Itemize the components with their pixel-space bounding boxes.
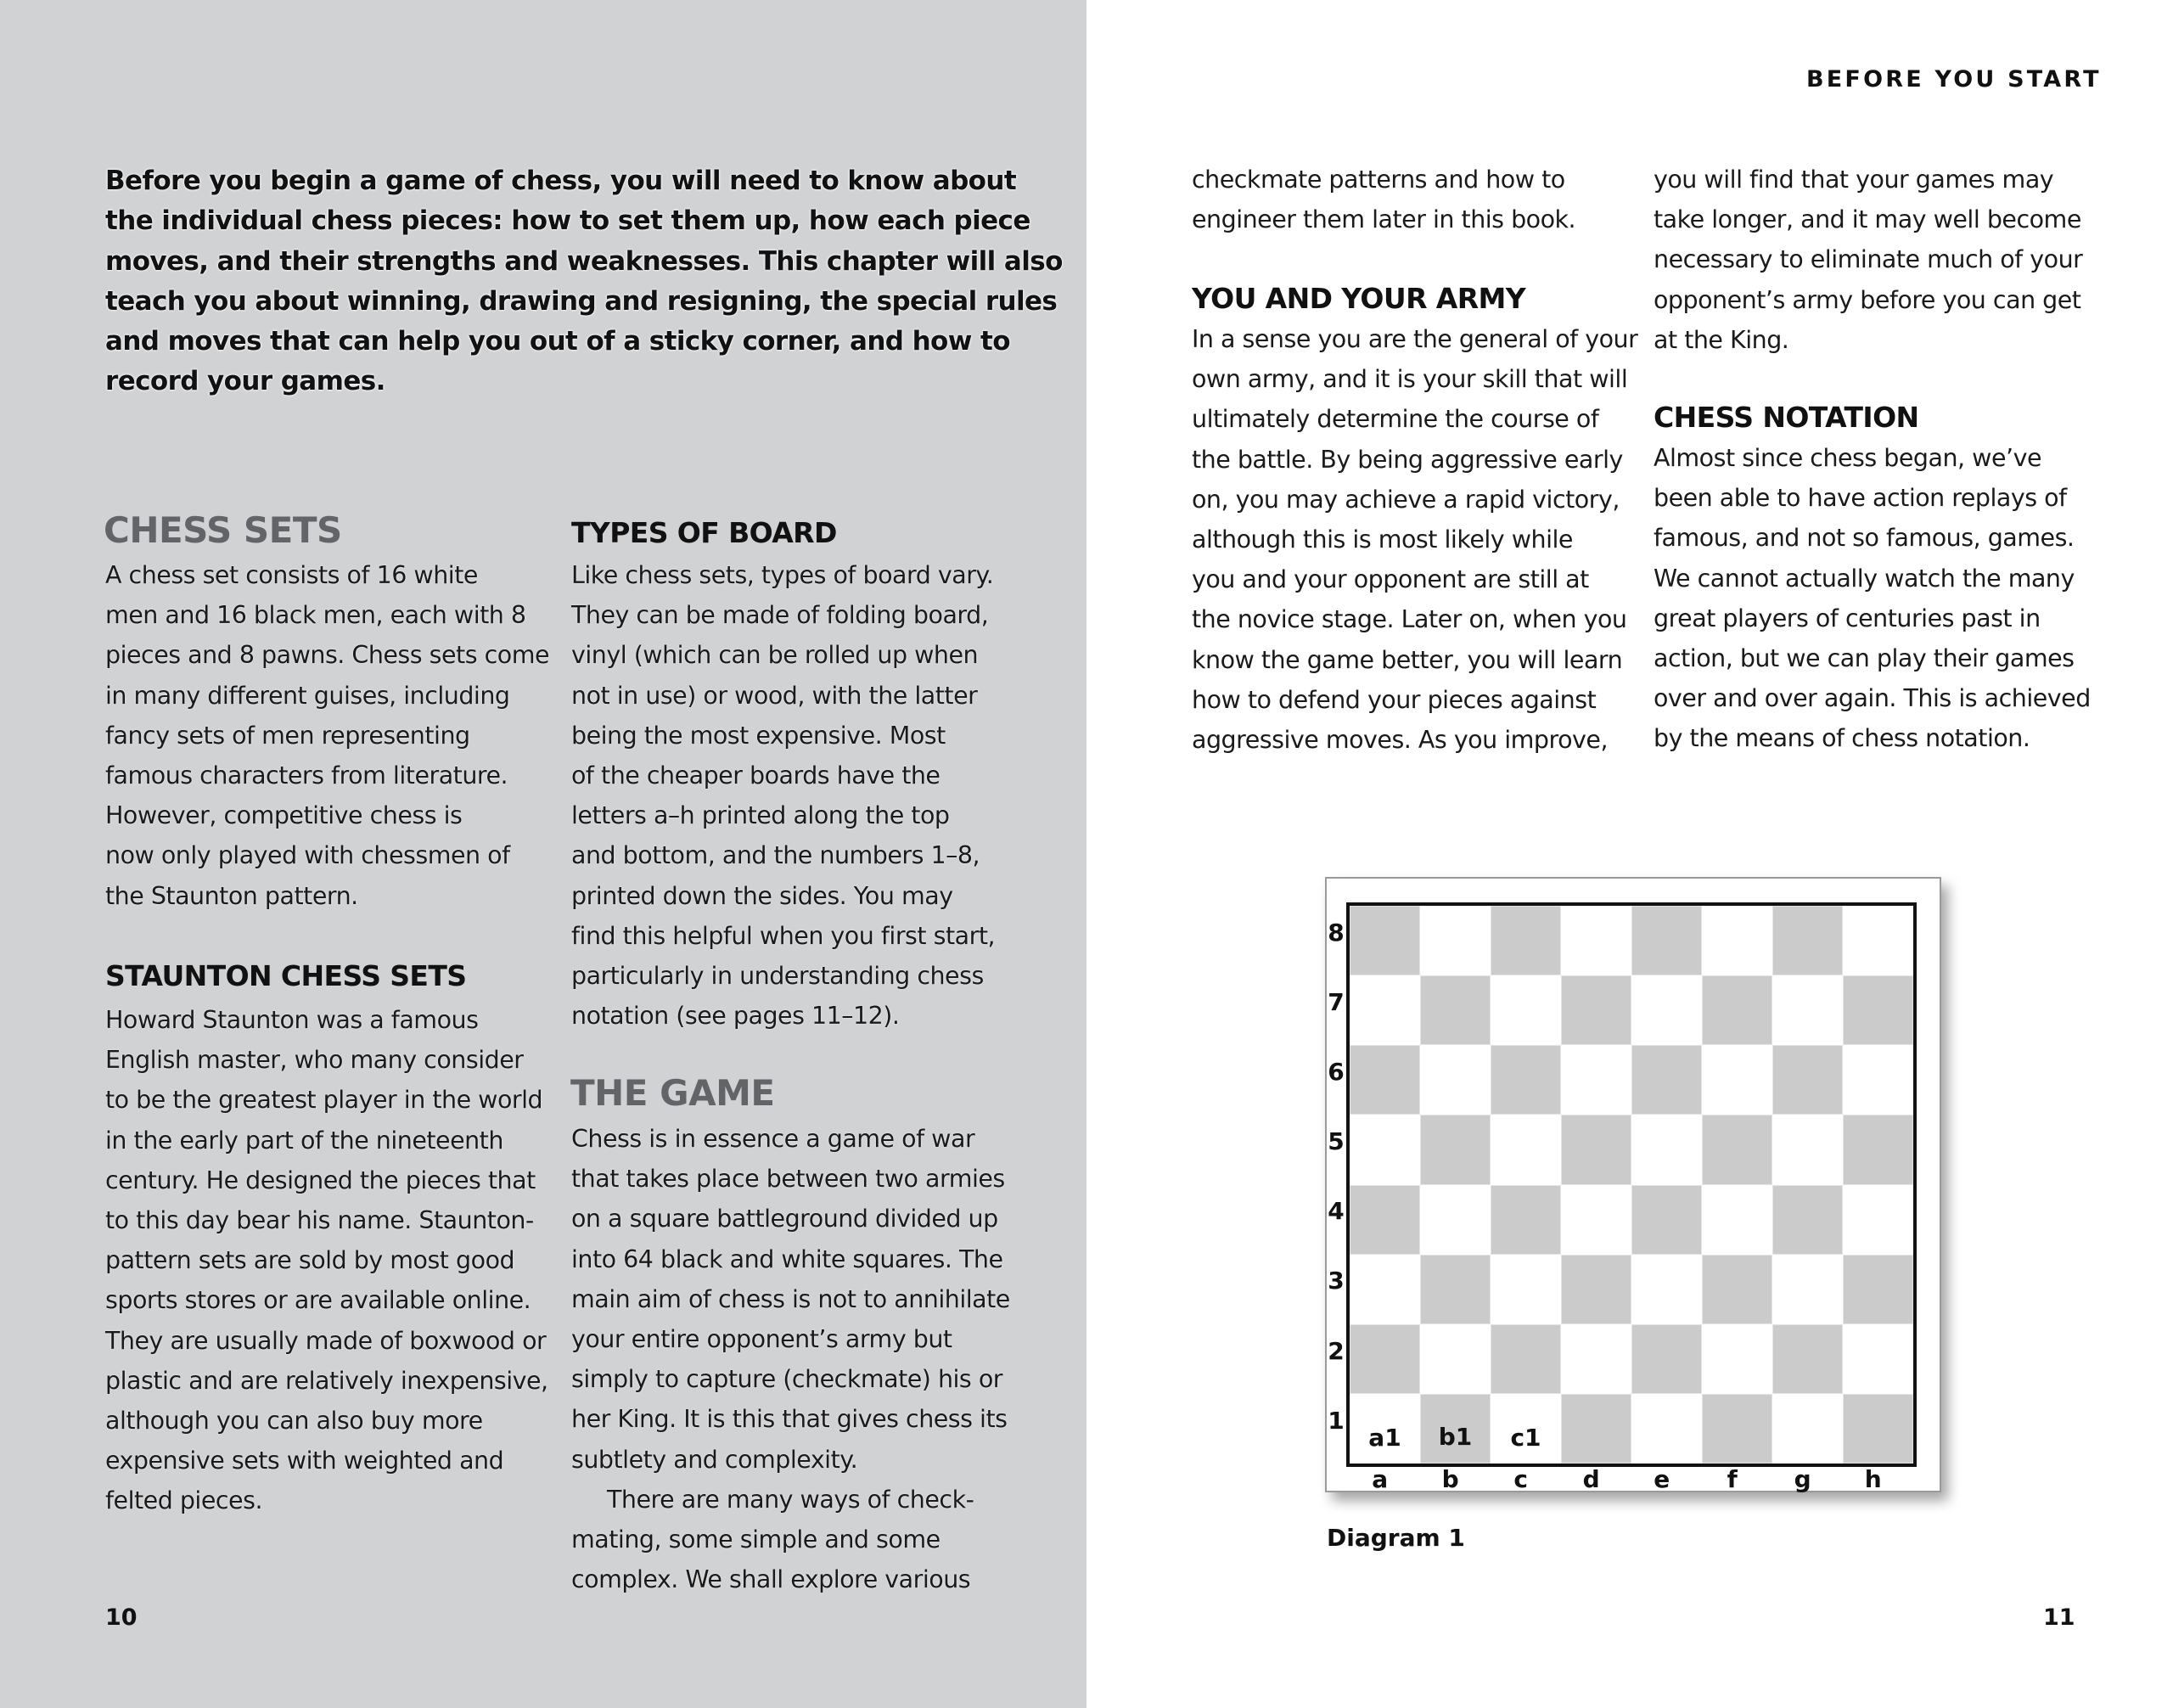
text-line: in many different guises, including (105, 681, 510, 710)
square-e3 (1631, 1255, 1702, 1324)
text-line: at the King. (1654, 325, 1789, 354)
heading-the-game: THE GAME (570, 1072, 775, 1114)
chapter-intro (105, 161, 1063, 402)
square-c6 (1491, 1045, 1561, 1115)
square-f2 (1702, 1324, 1772, 1394)
square-d1 (1561, 1394, 1631, 1464)
rank-label-7: 7 (1328, 987, 1345, 1016)
text-line: by the means of chess notation. (1654, 724, 2030, 753)
the-game-body-paragraph-2 (571, 1480, 974, 1600)
text-line: pieces and 8 pawns. Chess sets come (105, 641, 550, 670)
text-line: subtlety and complexity. (571, 1445, 858, 1474)
square-f7 (1702, 975, 1772, 1045)
text-line: printed down the sides. You may (571, 881, 953, 910)
chessboard (1346, 902, 1917, 1467)
square-c8 (1491, 906, 1561, 975)
text-line: opponent’s army before you can get (1654, 285, 2081, 314)
square-g5 (1772, 1115, 1843, 1184)
text-line: English master, who many consider (105, 1046, 524, 1075)
text-line: sports stores or are available online. (105, 1286, 531, 1315)
text-line: famous characters from literature. (105, 761, 508, 790)
diagram-caption: Diagram 1 (1327, 1524, 1465, 1552)
square-a5 (1350, 1115, 1420, 1184)
text-line: pattern sets are sold by most good (105, 1246, 515, 1275)
square-a1 (1350, 1394, 1420, 1464)
rank-label-4: 4 (1328, 1197, 1345, 1226)
file-label-g: g (1794, 1465, 1811, 1493)
text-line: aggressive moves. As you improve, (1192, 726, 1609, 755)
square-c7 (1491, 975, 1561, 1045)
text-line: men and 16 black men, each with 8 (105, 601, 526, 630)
text-line: Howard Staunton was a famous (105, 1006, 479, 1034)
square-g3 (1772, 1255, 1843, 1324)
text-line: simply to capture (checkmate) his or (571, 1365, 1002, 1394)
text-line: In a sense you are the general of your (1192, 325, 1638, 353)
page-number-right: 11 (2043, 1604, 2075, 1631)
square-e7 (1631, 975, 1702, 1045)
square-d8 (1561, 906, 1631, 975)
square-a3 (1350, 1255, 1420, 1324)
text-line: the battle. By being aggressive early (1192, 445, 1623, 474)
square-e8 (1631, 906, 1702, 975)
text-line: and moves that can help you out of a sticky corner, and how to (105, 326, 1010, 357)
rank-label-2: 2 (1328, 1336, 1345, 1365)
square-c5 (1491, 1115, 1561, 1184)
text-line: Like chess sets, types of board vary. (571, 561, 994, 589)
square-c3 (1491, 1255, 1561, 1324)
text-line: A chess set consists of 16 white (105, 561, 478, 589)
square-b4 (1420, 1185, 1491, 1255)
text-line: to this day bear his name. Staunton- (105, 1206, 534, 1235)
file-label-d: d (1582, 1465, 1600, 1493)
text-line: on a square battleground divided up (571, 1205, 998, 1233)
square-f3 (1702, 1255, 1772, 1324)
text-line: checkmate patterns and how to (1192, 166, 1565, 194)
text-line: notation (see pages 11–12). (571, 1002, 900, 1031)
square-g1 (1772, 1394, 1843, 1464)
heading-staunton-chess-sets: STAUNTON CHESS SETS (105, 959, 467, 992)
text-line: and bottom, and the numbers 1–8, (571, 841, 980, 870)
rank-label-3: 3 (1328, 1267, 1345, 1295)
text-line: main aim of chess is not to annihilate (571, 1284, 1010, 1313)
rank-label-6: 6 (1328, 1058, 1345, 1087)
text-line: ultimately determine the course of (1192, 405, 1599, 434)
square-a6 (1350, 1045, 1420, 1115)
text-line: although you can also buy more (105, 1407, 483, 1436)
square-a7 (1350, 975, 1420, 1045)
text-line: now only played with chessmen of (105, 841, 510, 870)
square-h2 (1843, 1324, 1913, 1394)
text-line: you and your opponent are still at (1192, 565, 1589, 594)
text-line: engineer them later in this book. (1192, 205, 1576, 234)
text-line: record your games. (105, 366, 385, 397)
square-e6 (1631, 1045, 1702, 1115)
square-f8 (1702, 906, 1772, 975)
text-line: to be the greatest player in the world (105, 1086, 543, 1115)
checkmate-patterns-continuation (1192, 160, 1575, 239)
square-g6 (1772, 1045, 1843, 1115)
text-line: the individual chess pieces: how to set them up, how each piece (105, 205, 1030, 237)
text-line: felted pieces. (105, 1486, 262, 1515)
square-f5 (1702, 1115, 1772, 1184)
square-h1 (1843, 1394, 1913, 1464)
text-line: in the early part of the nineteenth (105, 1126, 503, 1155)
square-label-a1: a1 (1368, 1424, 1401, 1452)
text-line: fancy sets of men representing (105, 721, 470, 750)
square-g8 (1772, 906, 1843, 975)
square-h7 (1843, 975, 1913, 1045)
square-label-c1: c1 (1510, 1424, 1541, 1452)
square-d6 (1561, 1045, 1631, 1115)
square-h3 (1843, 1255, 1913, 1324)
running-head: BEFORE YOU START (1806, 66, 2102, 93)
staunton-body (105, 1000, 548, 1521)
text-line: although this is most likely while (1192, 525, 1573, 554)
square-g2 (1772, 1324, 1843, 1394)
text-line: take longer, and it may well become (1654, 205, 2081, 234)
text-line: letters a–h printed along the top (571, 801, 950, 830)
square-d5 (1561, 1115, 1631, 1184)
square-a8 (1350, 906, 1420, 975)
square-b8 (1420, 906, 1491, 975)
file-label-e: e (1654, 1465, 1670, 1493)
square-b6 (1420, 1045, 1491, 1115)
text-line: that takes place between two armies (571, 1165, 1005, 1194)
text-line: They can be made of folding board, (571, 601, 989, 630)
file-label-f: f (1727, 1465, 1738, 1493)
text-line: being the most expensive. Most (571, 721, 946, 750)
text-line: We cannot actually watch the many (1654, 564, 2075, 593)
square-g7 (1772, 975, 1843, 1045)
square-a4 (1350, 1185, 1420, 1255)
square-b1 (1420, 1394, 1491, 1464)
text-line: over and over again. This is achieved (1654, 684, 2091, 713)
square-h5 (1843, 1115, 1913, 1184)
heading-types-of-board: TYPES OF BOARD (571, 516, 837, 549)
text-line: Before you begin a game of chess, you will need to know about (105, 166, 1017, 196)
text-line: own army, and it is your skill that will (1192, 365, 1628, 394)
square-b5 (1420, 1115, 1491, 1184)
text-line: on, you may achieve a rapid victory, (1192, 485, 1620, 514)
text-line: know the game better, you will learn (1192, 645, 1623, 674)
text-line: of the cheaper boards have the (571, 761, 941, 790)
square-d3 (1561, 1255, 1631, 1324)
square-h6 (1843, 1045, 1913, 1115)
text-line: you will find that your games may (1654, 166, 2054, 194)
file-label-h: h (1864, 1465, 1882, 1493)
text-line: vinyl (which can be rolled up when (571, 641, 979, 670)
page-number-left: 10 (105, 1604, 138, 1631)
square-f1 (1702, 1394, 1772, 1464)
text-line: famous, and not so famous, games. (1654, 524, 2075, 553)
text-line: action, but we can play their games (1654, 644, 2075, 673)
square-f6 (1702, 1045, 1772, 1115)
file-label-b: b (1441, 1465, 1459, 1493)
text-line: complex. We shall explore various (571, 1565, 971, 1594)
text-line: necessary to eliminate much of your (1654, 245, 2083, 274)
text-line: the novice stage. Later on, when you (1192, 605, 1627, 634)
text-line: into 64 black and white squares. The (571, 1244, 1003, 1273)
text-line: your entire opponent’s army but (571, 1325, 952, 1354)
square-c1 (1491, 1394, 1561, 1464)
chess-sets-body (105, 555, 549, 916)
text-line: find this helpful when you first start, (571, 921, 996, 950)
text-line: plastic and are relatively inexpensive, (105, 1366, 548, 1395)
you-and-your-army-body (1192, 319, 1637, 760)
heading-you-and-your-army: YOU AND YOUR ARMY (1192, 282, 1526, 315)
text-line: moves, and their strengths and weaknesses. This chapter will also (105, 245, 1063, 277)
square-g4 (1772, 1185, 1843, 1255)
square-d7 (1561, 975, 1631, 1045)
square-h4 (1843, 1185, 1913, 1255)
text-line: teach you about winning, drawing and resigning, the special rules (105, 285, 1058, 317)
the-game-body (571, 1119, 1010, 1480)
square-e4 (1631, 1185, 1702, 1255)
text-line: how to defend your pieces against (1192, 685, 1597, 714)
square-e1 (1631, 1394, 1702, 1464)
square-f4 (1702, 1185, 1772, 1255)
text-line: century. He designed the pieces that (105, 1166, 536, 1194)
heading-chess-notation: CHESS NOTATION (1654, 401, 1919, 434)
square-c2 (1491, 1324, 1561, 1394)
text-line: mating, some simple and some (571, 1525, 941, 1554)
types-of-board-body (571, 555, 995, 1036)
text-line: been able to have action replays of (1654, 484, 2067, 513)
file-label-c: c (1513, 1465, 1528, 1493)
chess-notation-body (1654, 438, 2091, 759)
text-line: They are usually made of boxwood or (105, 1326, 547, 1355)
square-c4 (1491, 1185, 1561, 1255)
square-d4 (1561, 1185, 1631, 1255)
army-continuation (1654, 160, 2082, 360)
square-e2 (1631, 1324, 1702, 1394)
text-line: Almost since chess began, we’ve (1654, 444, 2041, 472)
square-b7 (1420, 975, 1491, 1045)
square-a2 (1350, 1324, 1420, 1394)
text-line: particularly in understanding chess (571, 962, 984, 991)
text-line: her King. It is this that gives chess its (571, 1405, 1008, 1434)
text-line: expensive sets with weighted and (105, 1447, 504, 1475)
text-line: not in use) or wood, with the latter (571, 681, 978, 710)
square-e5 (1631, 1115, 1702, 1184)
rank-label-5: 5 (1328, 1127, 1345, 1156)
square-b3 (1420, 1255, 1491, 1324)
text-line: great players of centuries past in (1654, 604, 2041, 632)
square-d2 (1561, 1324, 1631, 1394)
heading-chess-sets: CHESS SETS (104, 509, 342, 551)
square-h8 (1843, 906, 1913, 975)
square-label-b1: b1 (1438, 1423, 1473, 1451)
rank-label-1: 1 (1328, 1406, 1345, 1435)
text-line: There are many ways of check- (607, 1486, 974, 1514)
square-b2 (1420, 1324, 1491, 1394)
text-line: the Staunton pattern. (105, 881, 358, 910)
text-line: However, competitive chess is (105, 801, 463, 830)
text-line: Chess is in essence a game of war (571, 1125, 975, 1153)
rank-label-8: 8 (1328, 918, 1345, 947)
file-label-a: a (1372, 1465, 1389, 1493)
